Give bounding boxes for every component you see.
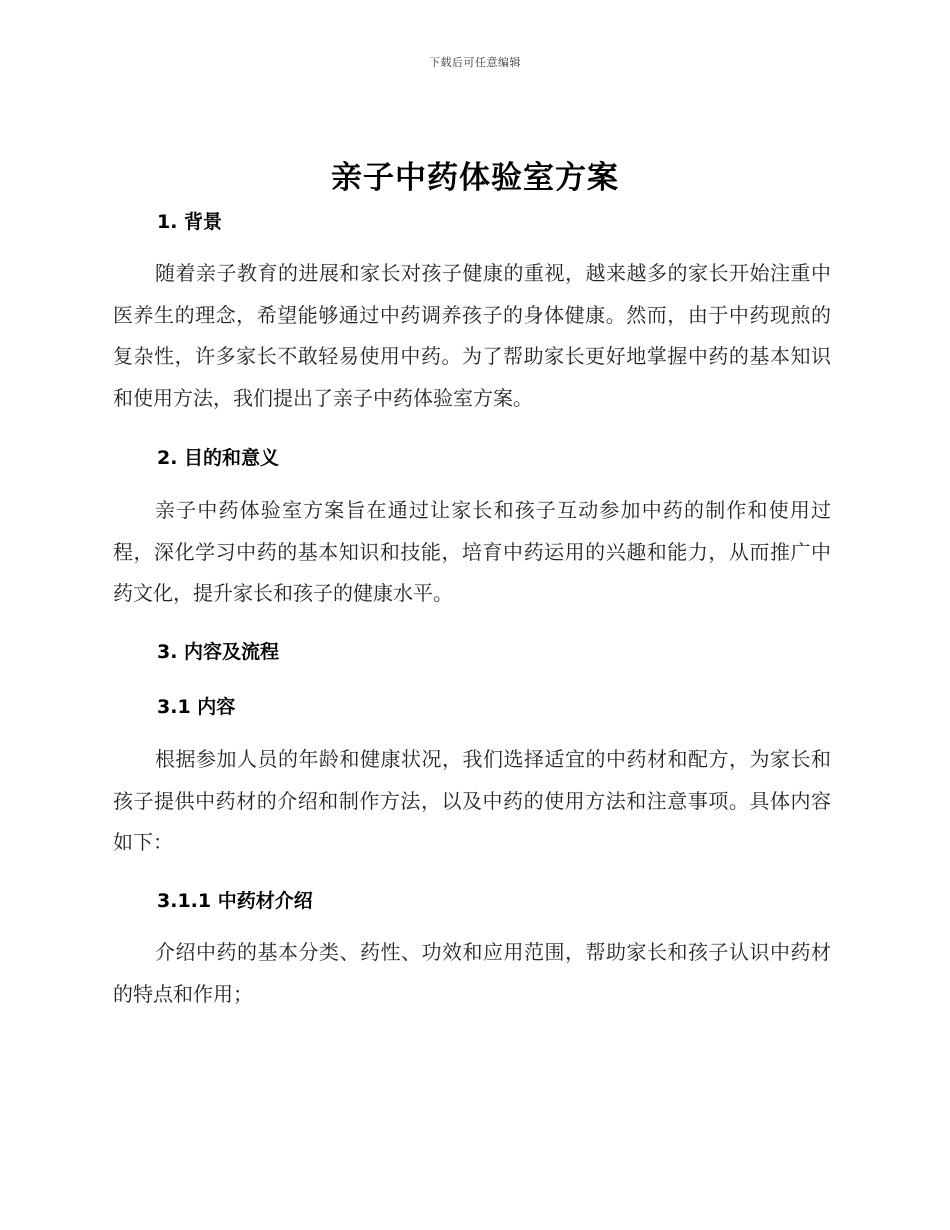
paragraph-background: 随着亲子教育的进展和家长对孩子健康的重视，越来越多的家长开始注重中医养生的理念，希望能够通过中药调养孩子的身体健康。然而，由于中药现煎的复杂性，许多家长不敢轻易使用中药。为了帮助家长更好地掌握中药的基本知识和使用方法，我们提出了亲子中药体验室方案。 [113,261,831,410]
section-heading-background: 1. 背景 [157,211,223,233]
section-heading-purpose: 2. 目的和意义 [157,447,280,469]
header-note: 下载后可任意编辑 [429,56,521,69]
paragraph-content: 根据参加人员的年龄和健康状况，我们选择适宜的中药材和配方，为家长和孩子提供中药材的介绍和制作方法，以及中药的使用方法和注意事项。具体内容如下： [113,747,831,854]
paragraph-herb-intro: 介绍中药的基本分类、药性、功效和应用范围，帮助家长和孩子认识中药材的特点和作用； [113,940,831,1006]
paragraph-purpose: 亲子中药体验室方案旨在通过让家长和孩子互动参加中药的制作和使用过程，深化学习中药的基本知识和技能，培育中药运用的兴趣和能力，从而推广中药文化，提升家长和孩子的健康水平。 [113,498,831,605]
subsection-heading-content: 3.1 内容 [157,696,236,718]
subsection-heading-herb-intro: 3.1.1 中药材介绍 [157,890,313,912]
section-heading-content-process: 3. 内容及流程 [157,641,280,663]
document-title: 亲子中药体验室方案 [331,160,619,196]
